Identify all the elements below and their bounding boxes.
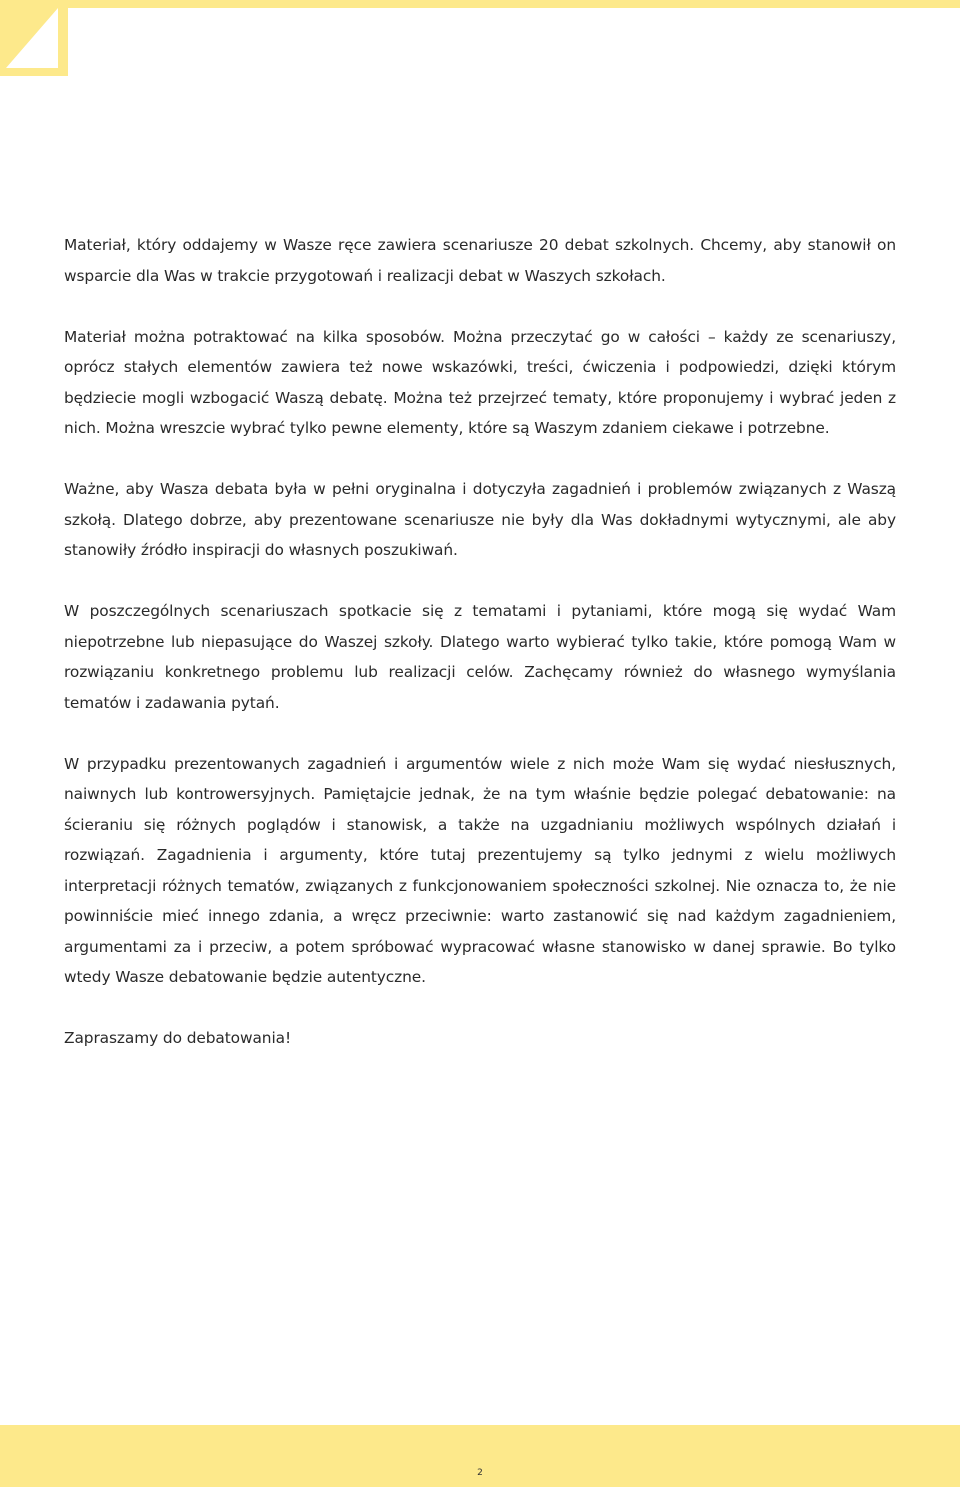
- paragraph-1: Materiał, który oddajemy w Wasze ręce zawiera scenariusze 20 debat szkolnych. Chcemy, aby stanowił on wsparcie dla Was w trakcie przygotowań i realizacji debat w Waszych szkołach.: [64, 236, 896, 285]
- top-accent-bar: [0, 0, 960, 8]
- paragraph-6: Zapraszamy do debatowania!: [64, 1029, 292, 1047]
- paragraph-4: W poszczególnych scenariuszach spotkacie się z tematami i pytaniami, które mogą się wydać Wam niepotrzebne lub niepasujące do Waszej szkoły. Dlatego warto wybierać tylko takie, które pomogą Wam w rozwiązaniu konkretnego problemu lub realizacji celów. Zachęcamy również do własnego wymyślania tematów i zadawania pytań.: [64, 602, 896, 712]
- corner-fold-icon: [0, 0, 68, 76]
- body-text: [64, 230, 896, 1084]
- paragraph-5: W przypadku prezentowanych zagadnień i argumentów wiele z nich może Wam się wydać niesłusznych, naiwnych lub kontrowersyjnych. Pamiętajcie jednak, że na tym właśnie będzie polegać debatowanie: na ścieraniu się różnych poglądów i stanowisk, a także na uzgadnianiu możliwych wspólnych działań i rozwiązań. Zagadnienia i argumenty, które tutaj prezentujemy są tylko jednymi z wielu możliwych interpretacji różnych tematów, związanych z funkcjonowaniem społeczności szkolnej. Nie oznacza to, że nie powinniście mieć innego zdania, a wręcz przeciwnie: warto zastanowić się nad każdym zagadnieniem, argumentami za i przeciw, a potem spróbować wypracować własne stanowisko w danej sprawie. Bo tylko wtedy Wasze debatowanie będzie autentyczne.: [64, 754, 896, 986]
- page-number: 2: [477, 1468, 483, 1478]
- corner-decoration: [0, 0, 68, 76]
- paragraph-2: Materiał można potraktować na kilka sposobów. Można przeczytać go w całości – każdy ze scenariuszy, oprócz stałych elementów zawiera też nowe wskazówki, treści, ćwiczenia i podpowiedzi, dzięki którym będziecie mogli wzbogacić Waszą debatę. Można też przejrzeć tematy, które proponujemy i wybrać jeden z nich. Można wreszcie wybrać tylko pewne elementy, które są Waszym zdaniem ciekawe i potrzebne.: [64, 327, 896, 437]
- paragraph-3: Ważne, aby Wasza debata była w pełni oryginalna i dotyczyła zagadnień i problemów związanych z Waszą szkołą. Dlatego dobrze, aby prezentowane scenariusze nie były dla Was dokładnymi wytycznymi, ale aby stanowiły źródło inspiracji do własnych poszukiwań.: [64, 480, 896, 559]
